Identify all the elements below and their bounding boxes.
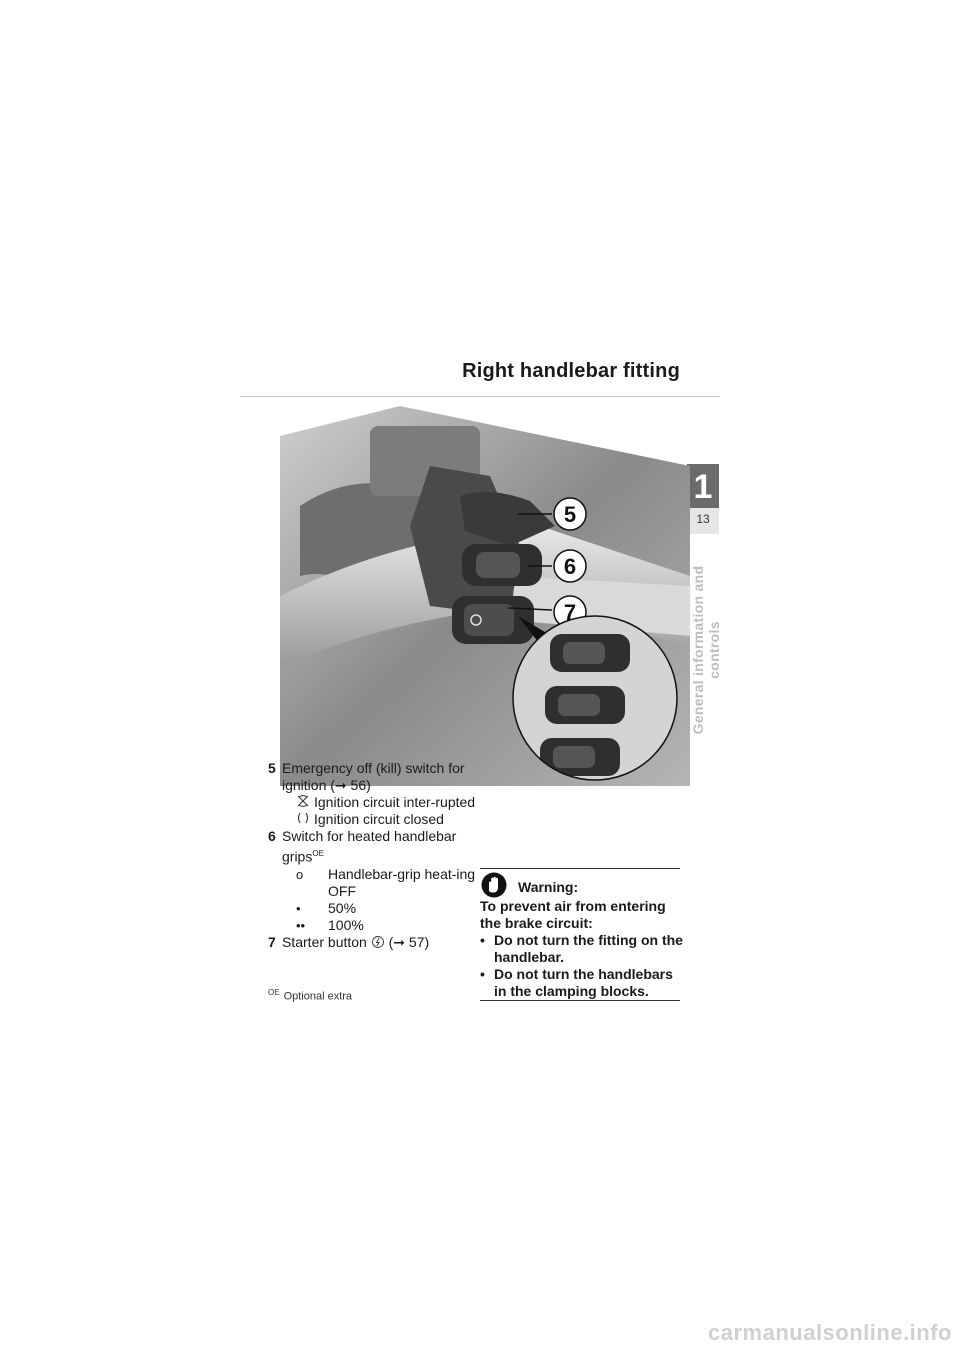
item-6-sub-100-symbol: ••: [296, 917, 306, 933]
item-6-sub-50: [268, 900, 478, 917]
item-6: [268, 828, 478, 866]
callout-6: [554, 550, 586, 582]
warning-label: Warning:: [518, 879, 579, 895]
chapter-tab: [687, 464, 719, 534]
callout-7-label: 7: [563, 600, 577, 625]
title-divider: [240, 396, 720, 397]
warning-bottom-rule: [480, 1000, 680, 1001]
kill-switch-on-icon: [296, 811, 310, 829]
item-6-sub-off-text: Handlebar-grip heat-ing OFF: [328, 865, 476, 899]
warning-intro: To prevent air from entering the brake circuit:: [480, 898, 666, 931]
item-6-sub-off-symbol: o: [296, 866, 304, 882]
warning-bullet-2: [480, 966, 685, 1000]
item-list: [268, 760, 478, 951]
chapter-number: 1: [693, 468, 713, 506]
item-5-sub-off: [268, 794, 478, 811]
footnote: [268, 988, 352, 1003]
item-6-number: 6: [268, 828, 276, 844]
warning-bullet-1-text: Do not turn the fitting on the handlebar.: [494, 932, 683, 965]
bullet-dot: •: [480, 932, 485, 948]
item-6-sub-off: [268, 866, 478, 900]
page-number-box: [687, 508, 719, 534]
bullet-dot: •: [480, 966, 485, 982]
item-5-sub-off-text: Ignition circuit inter-rupted: [314, 794, 476, 810]
footnote-text: Optional extra: [283, 990, 353, 1003]
callout-6-label: 6: [563, 554, 577, 579]
item-6-sub-50-symbol: •: [296, 900, 301, 916]
item-7-text: Starter button: [282, 933, 367, 950]
kill-switch-off-icon: [296, 794, 310, 812]
callout-5: [554, 498, 586, 530]
footnote-mark: OE: [268, 988, 280, 997]
watermark: carmanualsonline.info: [708, 1320, 952, 1345]
item-6-sup: OE: [312, 849, 324, 858]
callout-5-label: 5: [563, 502, 577, 527]
item-6-sub-100-text: 100%: [328, 916, 364, 933]
item-6-sub-50-text: 50%: [328, 899, 357, 916]
item-5-number: 5: [268, 760, 276, 776]
page-number: 13: [696, 512, 710, 526]
warning-top-rule: [480, 868, 680, 869]
page-title: Right handlebar fitting: [462, 360, 680, 382]
warning-text: [480, 898, 685, 1000]
warning-bullet-1: [480, 932, 685, 966]
item-6-sub-100: [268, 917, 478, 934]
warning-bullet-2-text: Do not turn the handlebars in the clamping blocks.: [494, 966, 673, 999]
section-side-title: General information and controls: [690, 565, 722, 735]
warning-hand-icon: [481, 872, 507, 898]
item-5-text: Emergency off (kill) switch for ignition (➞ 56): [282, 760, 465, 793]
item-5-sub-on: [268, 811, 478, 828]
item-6-text: Switch for heated handlebar grips: [282, 828, 457, 865]
item-5: [268, 760, 478, 794]
item-5-sub-on-text: Ignition circuit closed: [314, 811, 444, 827]
item-7: [268, 934, 478, 951]
item-7-ref: (➞ 57): [388, 933, 430, 950]
handlebar-fitting-photo: [280, 406, 690, 786]
item-7-number: 7: [268, 933, 276, 950]
starter-icon: [371, 934, 389, 950]
